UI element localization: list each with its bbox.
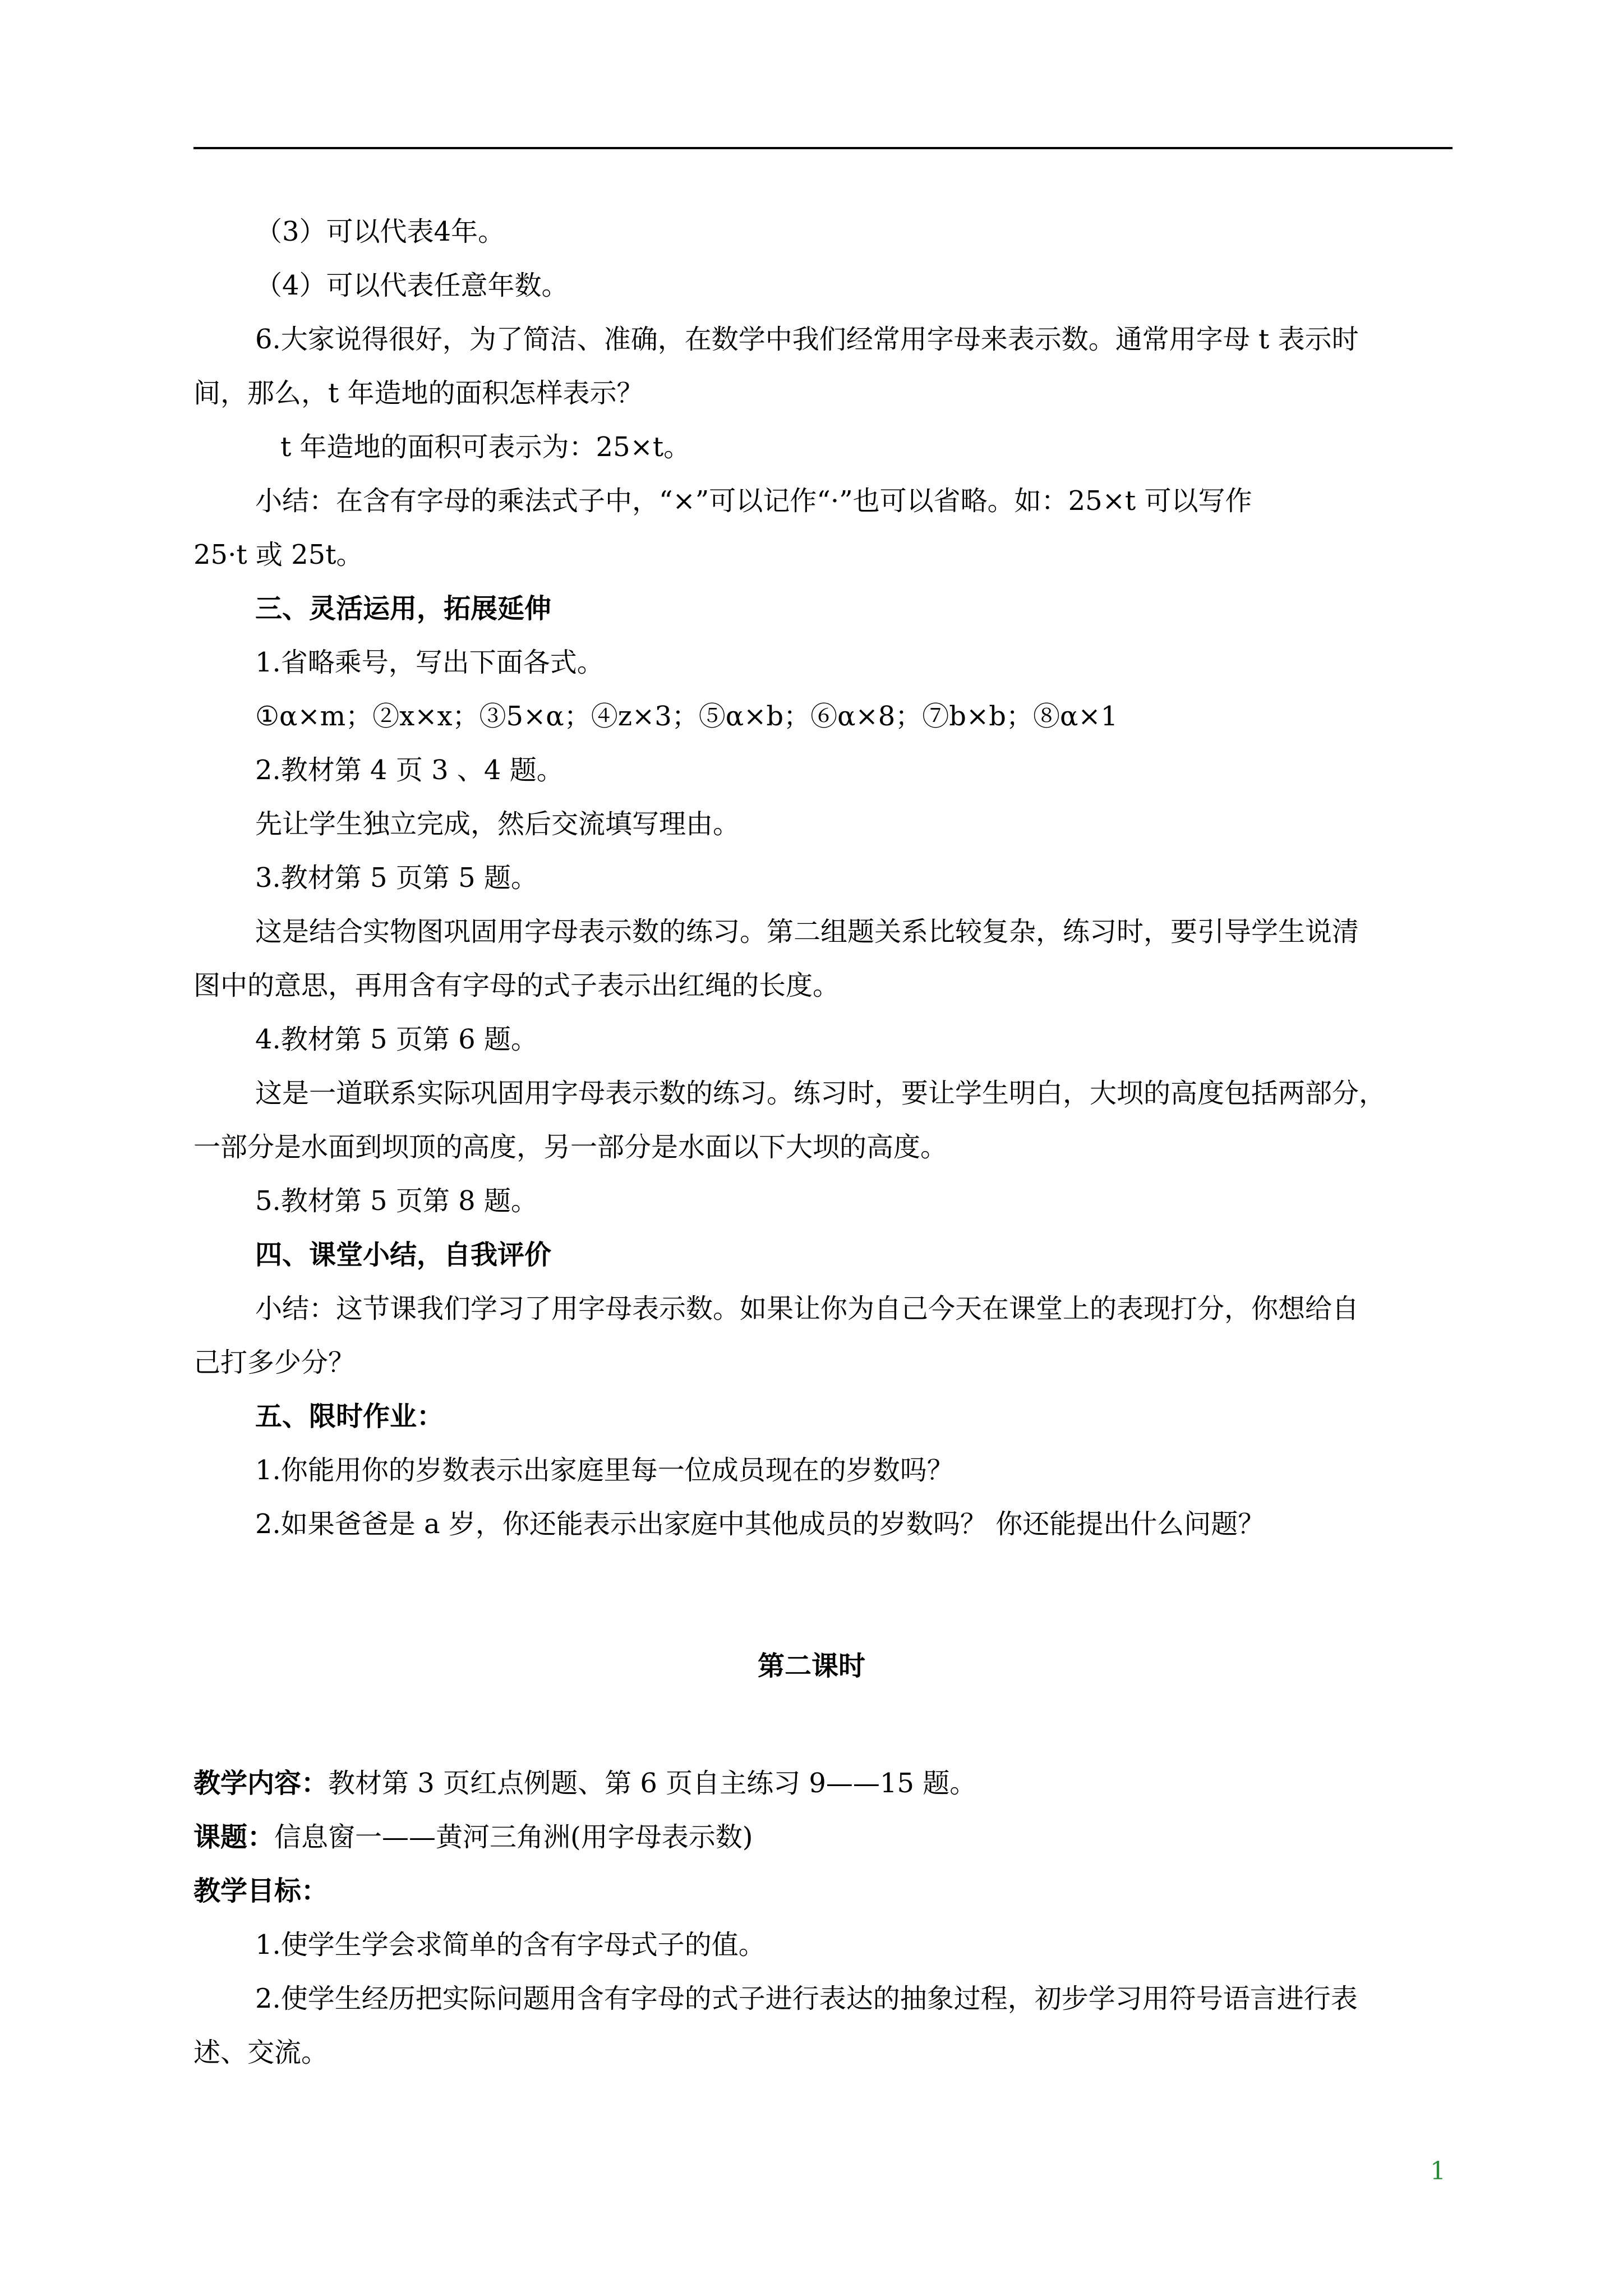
- topic-text: 信息窗一——黄河三角洲(用字母表示数): [274, 1821, 753, 1853]
- body-line: 1.省略乘号，写出下面各式。: [255, 647, 604, 678]
- section-title: 第二课时: [757, 1650, 865, 1682]
- body-line: 这是一道联系实际巩固用字母表示数的练习。练习时，要让学生明白，大坝的高度包括两部分，: [255, 1078, 1386, 1109]
- goal-item: 2.使学生经历把实际问题用含有字母的式子进行表达的抽象过程，初步学习用符号语言进行表: [255, 1983, 1358, 2014]
- topic-label: 课题：: [193, 1821, 275, 1853]
- topic: [193, 1820, 753, 1854]
- body-line: 先让学生独立完成，然后交流填写理由。: [255, 808, 740, 840]
- body-line: 25·t 或 25t。: [193, 539, 363, 570]
- teaching-content-text: 教材第 3 页红点例题、第 6 页自主练习 9——15 题。: [328, 1768, 977, 1799]
- body-line: 4.教材第 5 页第 6 题。: [255, 1024, 538, 1055]
- body-line: 这是结合实物图巩固用字母表示数的练习。第二组题关系比较复杂，练习时，要引导学生说清: [255, 916, 1359, 947]
- body-line: 小结：这节课我们学习了用字母表示数。如果让你为自己今天在课堂上的表现打分，你想给自: [255, 1293, 1359, 1324]
- goals-label: 教学目标：: [193, 1875, 329, 1907]
- teaching-content-label: 教学内容：: [193, 1768, 329, 1799]
- page-number: 1: [1430, 2157, 1446, 2185]
- body-line: 间，那么，t 年造地的面积怎样表示？: [193, 378, 644, 409]
- body-line: 3.教材第 5 页第 5 题。: [255, 862, 538, 894]
- section-heading: 四、课堂小结，自我评价: [255, 1239, 552, 1271]
- body-line: ①α×m；②x×x；③5×α；④z×3；⑤α×b；⑥α×8；⑦b×b；⑧α×1: [255, 701, 1118, 732]
- body-line: 6.大家说得很好，为了简洁、准确，在数学中我们经常用字母来表示数。通常用字母 t 表示时: [255, 324, 1359, 355]
- body-line: 图中的意思，再用含有字母的式子表示出红绳的长度。: [193, 970, 840, 1001]
- body-line: 1.你能用你的岁数表示出家庭里每一位成员现在的岁数吗？: [255, 1455, 954, 1486]
- goal-item-continued: 述、交流。: [193, 2037, 329, 2068]
- body-line: （4）可以代表任意年数。: [255, 270, 569, 301]
- section-heading: 五、限时作业：: [255, 1401, 444, 1432]
- body-line: t 年造地的面积可表示为：25×t。: [280, 431, 691, 463]
- body-line: 2.如果爸爸是 a 岁，你还能表示出家庭中其他成员的岁数吗？ 你还能提出什么问题？: [255, 1508, 1265, 1540]
- body-line: 己打多少分？: [193, 1347, 356, 1378]
- body-line: 一部分是水面到坝顶的高度，另一部分是水面以下大坝的高度。: [193, 1131, 948, 1163]
- section-heading: 三、灵活运用，拓展延伸: [255, 593, 552, 624]
- goal-item: 1.使学生学会求简单的含有字母式子的值。: [255, 1929, 766, 1961]
- header-rule: [193, 147, 1453, 149]
- body-line: 小结：在含有字母的乘法式子中，“×”可以记作“·”也可以省略。如：25×t 可以写作: [255, 485, 1252, 517]
- teaching-content: [193, 1766, 976, 1800]
- body-line: （3）可以代表4年。: [255, 216, 505, 247]
- body-line: 5.教材第 5 页第 8 题。: [255, 1185, 538, 1217]
- body-line: 2.教材第 4 页 3 、4 题。: [255, 754, 564, 786]
